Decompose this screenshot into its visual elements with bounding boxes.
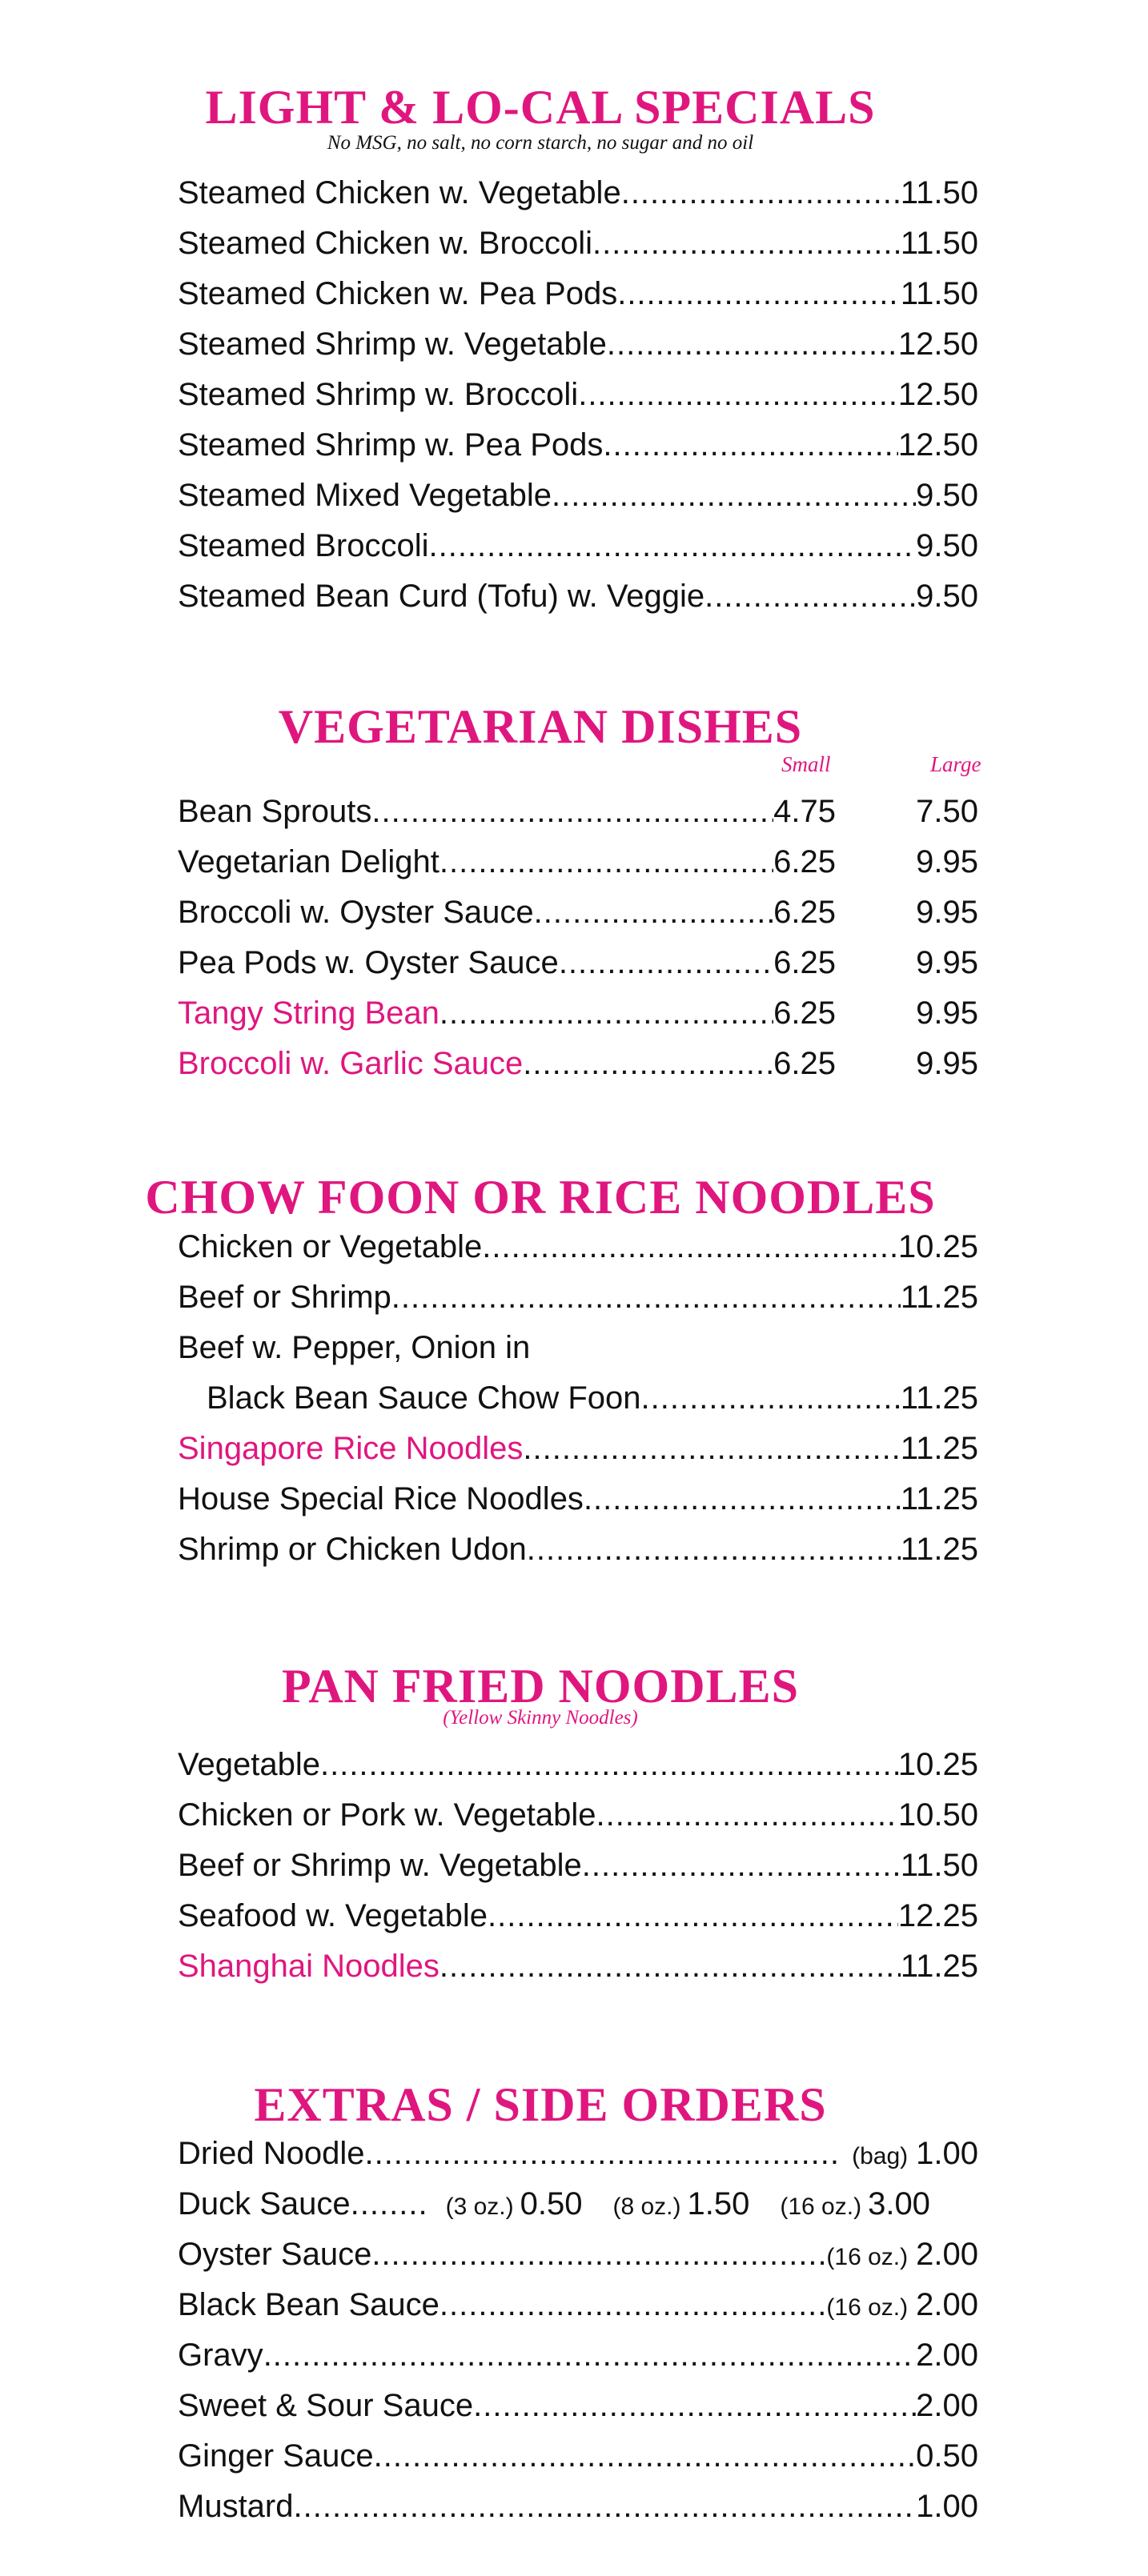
menu-item-large-price: 9.95 [916,996,978,1031]
menu-item: Sweet & Sour Sauce ..... 2.00 [178,2384,978,2427]
menu-item-line2: Black Bean Sauce Chow Foon ..... 11.25 [207,1376,978,1420]
menu-item: Chicken or Vegetable ..... 10.25 [178,1225,978,1268]
menu-item-line1: Beef w. Pepper, Onion in [178,1330,531,1365]
menu-item: Steamed Chicken w. Pea Pods ..... 11.50 [178,272,978,315]
menu-item-large-price: 9.95 [916,1046,978,1081]
menu-item: Black Bean Sauce ..... (16 oz.) 2.00 [178,2283,978,2326]
menu-item: Steamed Broccoli ..... 9.50 [178,524,978,567]
menu-item-large-price: 9.95 [916,844,978,879]
menu-item: Steamed Bean Curd (Tofu) w. Veggie ..... 9.50 [178,575,978,618]
menu-item: Steamed Chicken w. Vegetable ..... 11.50 [178,171,978,214]
column-header-small: Small [781,752,831,776]
menu-item: Duck Sauce ........ (3 oz.) 0.50 (8 oz.) 1.50 (16 oz.) 3.00 [178,2186,930,2221]
menu-item-spicy: Singapore Rice Noodles ..... 11.25 [178,1427,978,1470]
menu-item-large-price: 7.50 [916,794,978,829]
menu-item: Vegetable ..... 10.25 [178,1743,978,1786]
menu-item: Beef or Shrimp ..... 11.25 [178,1276,978,1319]
section-subtitle: No MSG, no salt, no corn starch, no sugar and no oil [327,132,754,154]
menu-item: Dried Noodle ..... (bag) 1.00 [178,2132,978,2175]
menu-item: Shrimp or Chicken Udon ..... 11.25 [178,1528,978,1571]
menu-item: Pea Pods w. Oyster Sauce ..... 6.25 [178,941,836,984]
section-title: LIGHT & LO-CAL SPECIALS [205,81,876,134]
menu-item: Broccoli w. Oyster Sauce ..... 6.25 [178,891,836,934]
menu-item: Ginger Sauce ..... 0.50 [178,2434,978,2478]
menu-item: Bean Sprouts ..... 4.75 [178,790,836,833]
section-title: CHOW FOON OR RICE NOODLES [145,1171,936,1224]
menu-item: Steamed Chicken w. Broccoli ..... 11.50 [178,222,978,265]
menu-item-large-price: 9.95 [916,895,978,930]
menu-item: Mustard ..... 1.00 [178,2485,978,2528]
menu-item: Steamed Mixed Vegetable ..... 9.50 [178,474,978,517]
menu-item: Steamed Shrimp w. Broccoli ..... 12.50 [178,373,978,416]
section-title: PAN FRIED NOODLES [282,1660,799,1713]
menu-item: Beef or Shrimp w. Vegetable ..... 11.50 [178,1844,978,1887]
menu-item: Steamed Shrimp w. Pea Pods ..... 12.50 [178,423,978,467]
menu-item: Oyster Sauce ..... (16 oz.) 2.00 [178,2233,978,2276]
menu-item-large-price: 9.95 [916,945,978,980]
menu-item: Steamed Shrimp w. Vegetable ..... 12.50 [178,323,978,366]
section-title: VEGETARIAN DISHES [278,700,803,753]
section-subtitle: (Yellow Skinny Noodles) [443,1707,638,1729]
menu-item: Vegetarian Delight ..... 6.25 [178,840,836,883]
section-title: EXTRAS / SIDE ORDERS [254,2078,827,2131]
menu-item-spicy: Broccoli w. Garlic Sauce ..... 6.25 [178,1042,836,1085]
menu-item: House Special Rice Noodles ..... 11.25 [178,1477,978,1520]
menu-item: Seafood w. Vegetable ..... 12.25 [178,1894,978,1937]
menu-item: Chicken or Pork w. Vegetable ..... 10.50 [178,1793,978,1837]
menu-item-spicy: Shanghai Noodles ..... 11.25 [178,1945,978,1988]
menu-item-spicy: Tangy String Bean ..... 6.25 [178,992,836,1035]
column-header-large: Large [930,752,981,776]
menu-item: Gravy ..... 2.00 [178,2334,978,2377]
